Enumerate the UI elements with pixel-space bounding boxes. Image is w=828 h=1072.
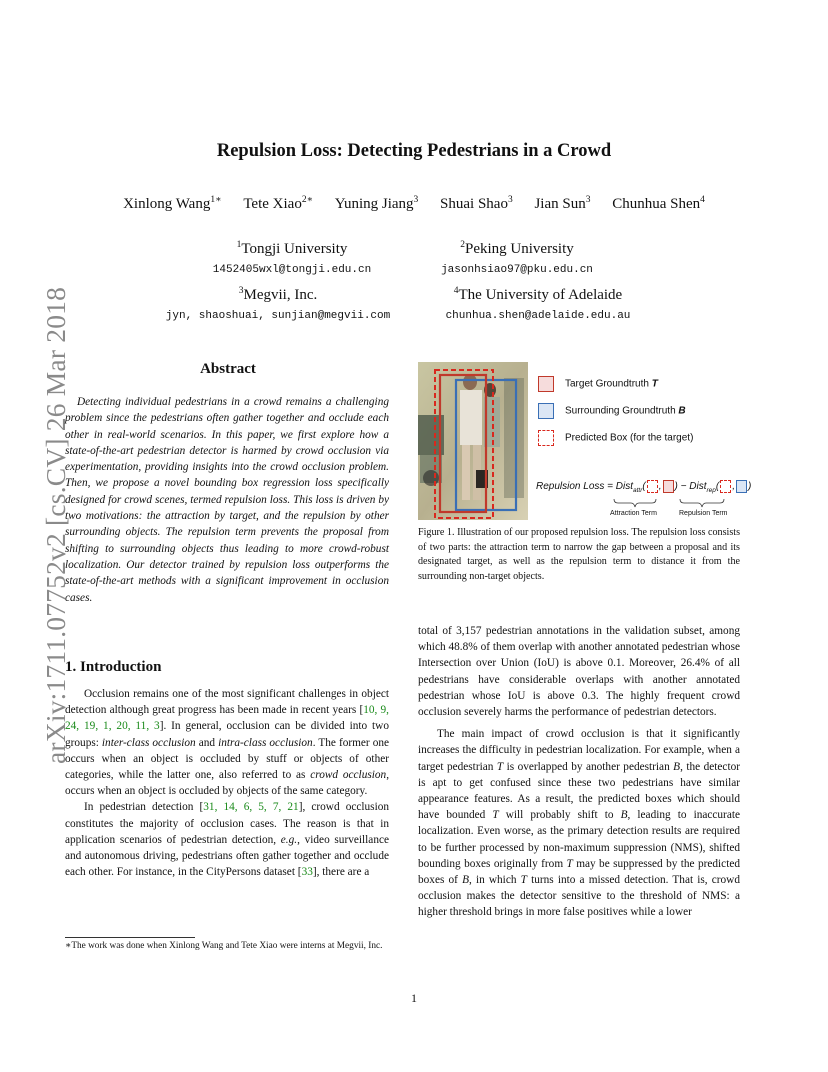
footnote: ∗The work was done when Xinlong Wang and Tete Xiao were interns at Megvii, Inc. (65, 941, 383, 951)
affiliation: $^1$Tongji University (236, 240, 348, 257)
author: Shuai Shao$^3$ (440, 195, 513, 212)
pedestrian-figure (463, 374, 477, 390)
legend-target: Target Groundtruth T (538, 376, 658, 392)
paragraph: total of 3,157 pedestrian annotations in the validation subset, among which 48.8% of them overlap with another annotated pedestrian whose Intersection over Union (IoU) is above 0.1. Moreover, 26.4% of all pedestrians have considerable overlaps with another annotated pedestrian whose IoU is above 0.3. The highly frequent crowd occlusion severely harms the performance of pedestrian detectors. (418, 625, 740, 719)
author: Tete Xiao$^{2∗}$ (243, 195, 314, 212)
target-swatch (538, 376, 554, 392)
affiliation-email[interactable]: chunhua.shen@adelaide.edu.au (445, 310, 631, 322)
figure-caption: Figure 1. Illustration of our proposed repulsion loss. The repulsion loss consists of two parts: the attraction term to narrow the gap between a proposal and its designated target, as well as the repulsion term to distance it from the surrounding non-target objects. (418, 527, 740, 582)
affiliation: $^4$The University of Adelaide (453, 286, 623, 303)
citation-link[interactable]: 31, 14, 6, 5, 7, 21 (203, 801, 299, 814)
author-list (0, 194, 828, 213)
affiliation-email[interactable]: jasonhsiao97@pku.edu.cn (441, 264, 593, 276)
arxiv-stamp (18, 286, 71, 764)
paragraph: The main impact of crowd occlusion is that it significantly increases the difficulty in pedestrian localization. For example, when a target pedestrian T is overlapped by another pedestrian B, the detector is apt to get confused since these two pedestrians have similar appearance features. As a result, the predicted boxes which should have bounded T will probably shift to B, leading to inaccurate localization. Even worse, as the primary detection results are required to be further processed by non-maximum suppression (NMS), shifted bounding boxes originally from T may be suppressed by the predicted boxes of B, in which T turns into a missed detection. That is, crowd occlusion makes the detector sensitive to the threshold of NMS: a higher threshold brings in more false positives while a lower (418, 728, 740, 919)
repulsion-loss-formula: Repulsion Loss = Dist$_{attr}$( , ) − Dist$_{rep}$( , ) (536, 481, 752, 495)
affiliation-email[interactable]: 1452405wxl@tongji.edu.cn (212, 264, 372, 276)
author: Jian Sun$^3$ (534, 195, 591, 212)
page-number: 1 (411, 991, 417, 1005)
repulsion-term-label: Repulsion Term (679, 510, 728, 517)
citation-link[interactable]: 33 (301, 866, 313, 879)
footnote-rule (65, 937, 195, 938)
intro-right-column (418, 623, 740, 921)
paragraph: Occlusion remains one of the most significant challenges in object detection although great progress has been made in recent years [10, 9, 24, 19, 1, 20, 11, 3]. In general, occlusion can be divided into two groups: inter-class occlusion and intra-class occlusion. The former one occurs when an object is occluded by stuff or objects of other categories, while the latter one, also referred to as crowd occlusion, occurs when an object is occluded by objects of the same category. (65, 688, 390, 798)
surrounding-swatch (538, 403, 554, 419)
attraction-term-label: Attraction Term (610, 510, 657, 517)
paragraph: In pedestrian detection [31, 14, 6, 5, 7, 21], crowd occlusion constitutes the majority of occlusion cases. The reason is that in application scenarios of pedestrian detection, e.g., video surveillance and autonomous driving, pedestrians often gather together and occlude each other. For instance, in the CityPersons dataset [33], there are a (65, 801, 389, 879)
legend-predicted: Predicted Box (for the target) (538, 430, 693, 446)
citation-link[interactable]: 10, 9, 24, 19, 1, 20, 11, 3 (65, 704, 390, 733)
affiliation-email[interactable]: jyn, shaoshuai, sunjian@megvii.com (165, 310, 391, 322)
figure-1 (418, 360, 752, 522)
predicted-swatch (538, 430, 554, 446)
affiliation: $^2$Peking University (460, 240, 574, 257)
legend-surrounding: Surrounding Groundtruth B (538, 403, 686, 419)
intro-left-column (65, 686, 389, 880)
abstract-text: Detecting individual pedestrians in a crowd remains a challenging problem since the pedestrians often gather together and occlude each other in real-world scenarios. In this paper, we first explore how a state-of-the-art pedestrian detector is harmed by crowd occlusion via experimentation, providing insights into the crowd occlusion problem. Then, we propose a novel bounding box regression loss specifically designed for crowd scenes, termed repulsion loss. This loss is driven by two motivations: the attraction by target, and the repulsion by other surrounding objects. The repulsion term prevents the proposal from shifting to surrounding objects thus leading to more crowd-robust localization. Our detector trained by repulsion loss outperforms the state-of-the-art methods with a significant improvement in occlusion cases. (65, 396, 389, 604)
abstract-heading: Abstract (200, 361, 256, 377)
section-heading: 1. Introduction (65, 659, 162, 675)
attraction-brace (614, 499, 656, 507)
author: Yuning Jiang$^3$ (334, 195, 419, 212)
repulsion-brace (680, 499, 724, 507)
arxiv-id: arXiv:1711.07752v2 [cs.CV] 26 Mar 2018 (40, 286, 71, 764)
author: Xinlong Wang$^{1∗}$ (123, 195, 222, 212)
affiliation: $^3$Megvii, Inc. (238, 286, 318, 303)
author: Chunhua Shen$^4$ (612, 195, 705, 212)
paper-title: Repulsion Loss: Detecting Pedestrians in a Crowd (216, 141, 612, 161)
